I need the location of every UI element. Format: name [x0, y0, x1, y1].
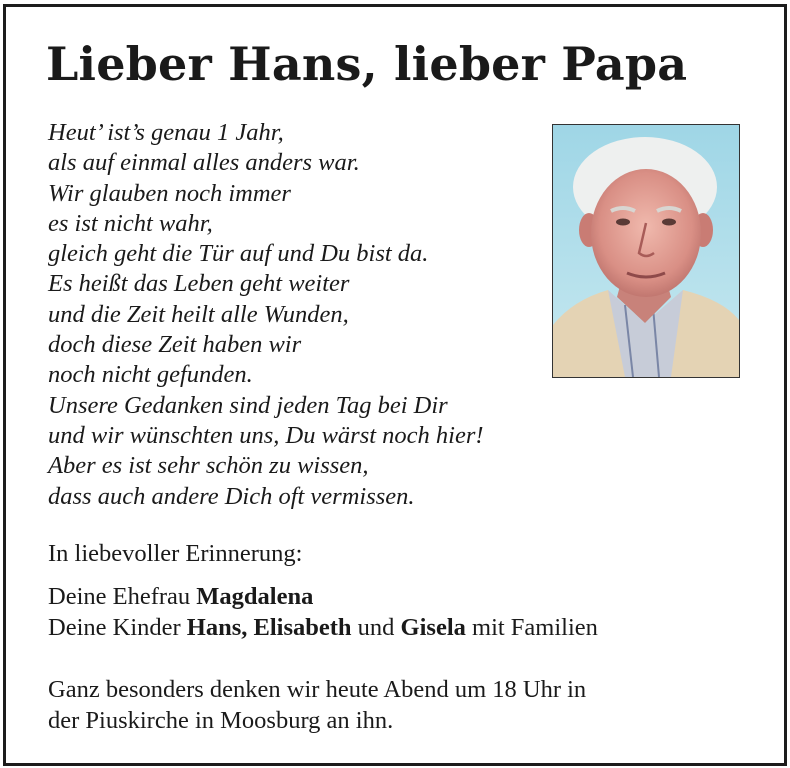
- children-connector: und: [357, 614, 395, 641]
- children-names-b: Gisela: [400, 614, 466, 641]
- service-line: der Piuskirche in Moosburg an ihn.: [48, 707, 394, 734]
- poem-line: Es heißt das Leben geht weiter: [48, 270, 350, 298]
- wife-name: Magdalena: [196, 583, 314, 610]
- poem-line: es ist nicht wahr,: [48, 209, 213, 237]
- wife-line: [48, 581, 768, 612]
- poem-line: Unsere Gedanken sind jeden Tag bei Dir: [48, 391, 448, 419]
- children-prefix: Deine Kinder: [48, 614, 181, 641]
- children-line: [48, 612, 768, 643]
- poem-line: dass auch andere Dich oft vermissen.: [48, 482, 415, 510]
- memory-label: In liebevoller Erinnerung:: [48, 540, 303, 567]
- children-suffix: mit Familien: [472, 614, 598, 641]
- poem-line: Heut’ ist’s genau 1 Jahr,: [48, 119, 284, 146]
- poem-line: noch nicht gefunden.: [48, 361, 253, 389]
- obituary-title: Lieber Hans, lieber Papa: [46, 37, 688, 91]
- poem-line: Wir glauben noch immer: [48, 179, 291, 207]
- poem-line: gleich geht die Tür auf und Du bist da.: [48, 240, 429, 268]
- poem-line: und wir wünschten uns, Du wärst noch hier!: [48, 421, 484, 449]
- wife-prefix: Deine Ehefrau: [48, 583, 191, 610]
- poem-line: doch diese Zeit haben wir: [48, 331, 302, 359]
- service-line: Ganz besonders denken wir heute Abend um 18 Uhr in: [48, 676, 587, 703]
- poem-line: Aber es ist sehr schön zu wissen,: [48, 452, 369, 480]
- children-names-a: Hans, Elisabeth: [186, 614, 352, 641]
- poem-line: und die Zeit heilt alle Wunden,: [48, 300, 349, 328]
- poem-line: als auf einmal alles anders war.: [48, 149, 360, 177]
- portrait-photo: [552, 124, 740, 378]
